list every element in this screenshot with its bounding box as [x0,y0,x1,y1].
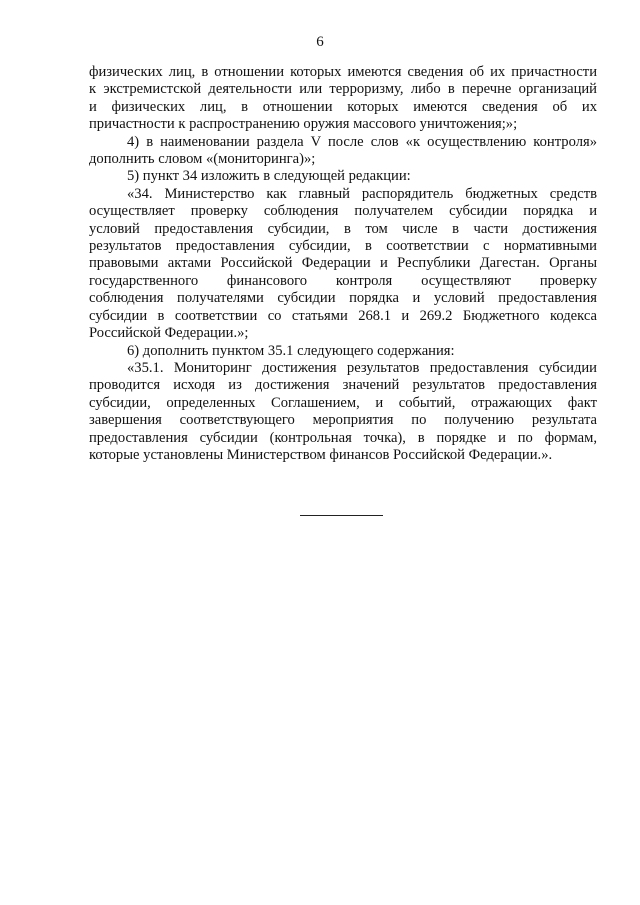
text-line: правовыми актами Российской Федерации и Республики Дагестан. Органы [89,255,597,272]
paragraph-p1 [89,64,597,134]
text-line: субсидии, определенных Соглашением, и событий, отражающих факт [89,394,597,411]
page-number: 6 [316,34,324,50]
text-line: предоставления субсидии (контрольная точка), в порядке и по формам, [89,429,597,446]
text-line: которые установлены Министерством финансов Российской Федерации.». [89,446,553,463]
text-line: физических лиц, в отношении которых имеются сведения об их причастности [89,64,597,80]
text-line: завершения соответствующего мероприятия по получению результата [89,412,597,429]
paragraph-p5 [89,343,597,360]
document-body [89,64,597,464]
text-line: Российской Федерации.»; [89,325,249,342]
text-line: к экстремистской деятельности или терроризму, либо в перечне организаций [89,81,597,98]
text-line: проводится исходя из достижения значений результатов предоставления [89,377,597,394]
paragraph-p2 [89,134,597,169]
text-line: результатов предоставления субсидии, в соответствии с нормативными [89,238,597,255]
text-line: дополнить словом «(мониторинга)»; [89,151,316,168]
text-line: государственного финансового контроля осуществляют проверку [89,272,597,289]
text-line: причастности к распространению оружия массового уничтожения;»; [89,116,518,133]
text-line: условий предоставления субсидии, в том числе в части достижения [89,220,597,237]
paragraph-p6 [89,360,597,464]
text-line: 6) дополнить пунктом 35.1 следующего содержания: [127,342,455,359]
text-line: соблюдения получателями субсидии порядка и условий предоставления [89,290,597,307]
text-line: осуществляет проверку соблюдения получателем субсидии порядка и [89,203,597,220]
text-line: и физических лиц, в отношении которых имеются сведения об их [89,98,597,115]
end-of-text-rule [300,515,383,516]
paragraph-p3 [89,168,597,185]
text-line: «34. Министерство как главный распорядитель бюджетных средств [127,185,597,202]
text-line: 5) пункт 34 изложить в следующей редакции: [127,168,411,185]
paragraph-p4 [89,186,597,343]
text-line: субсидии в соответствии со статьями 268.1 и 269.2 Бюджетного кодекса [89,307,597,324]
text-line: 4) в наименовании раздела V после слов «к осуществлению контроля» [127,133,597,150]
text-line: «35.1. Мониторинг достижения результатов предоставления субсидии [127,359,597,376]
